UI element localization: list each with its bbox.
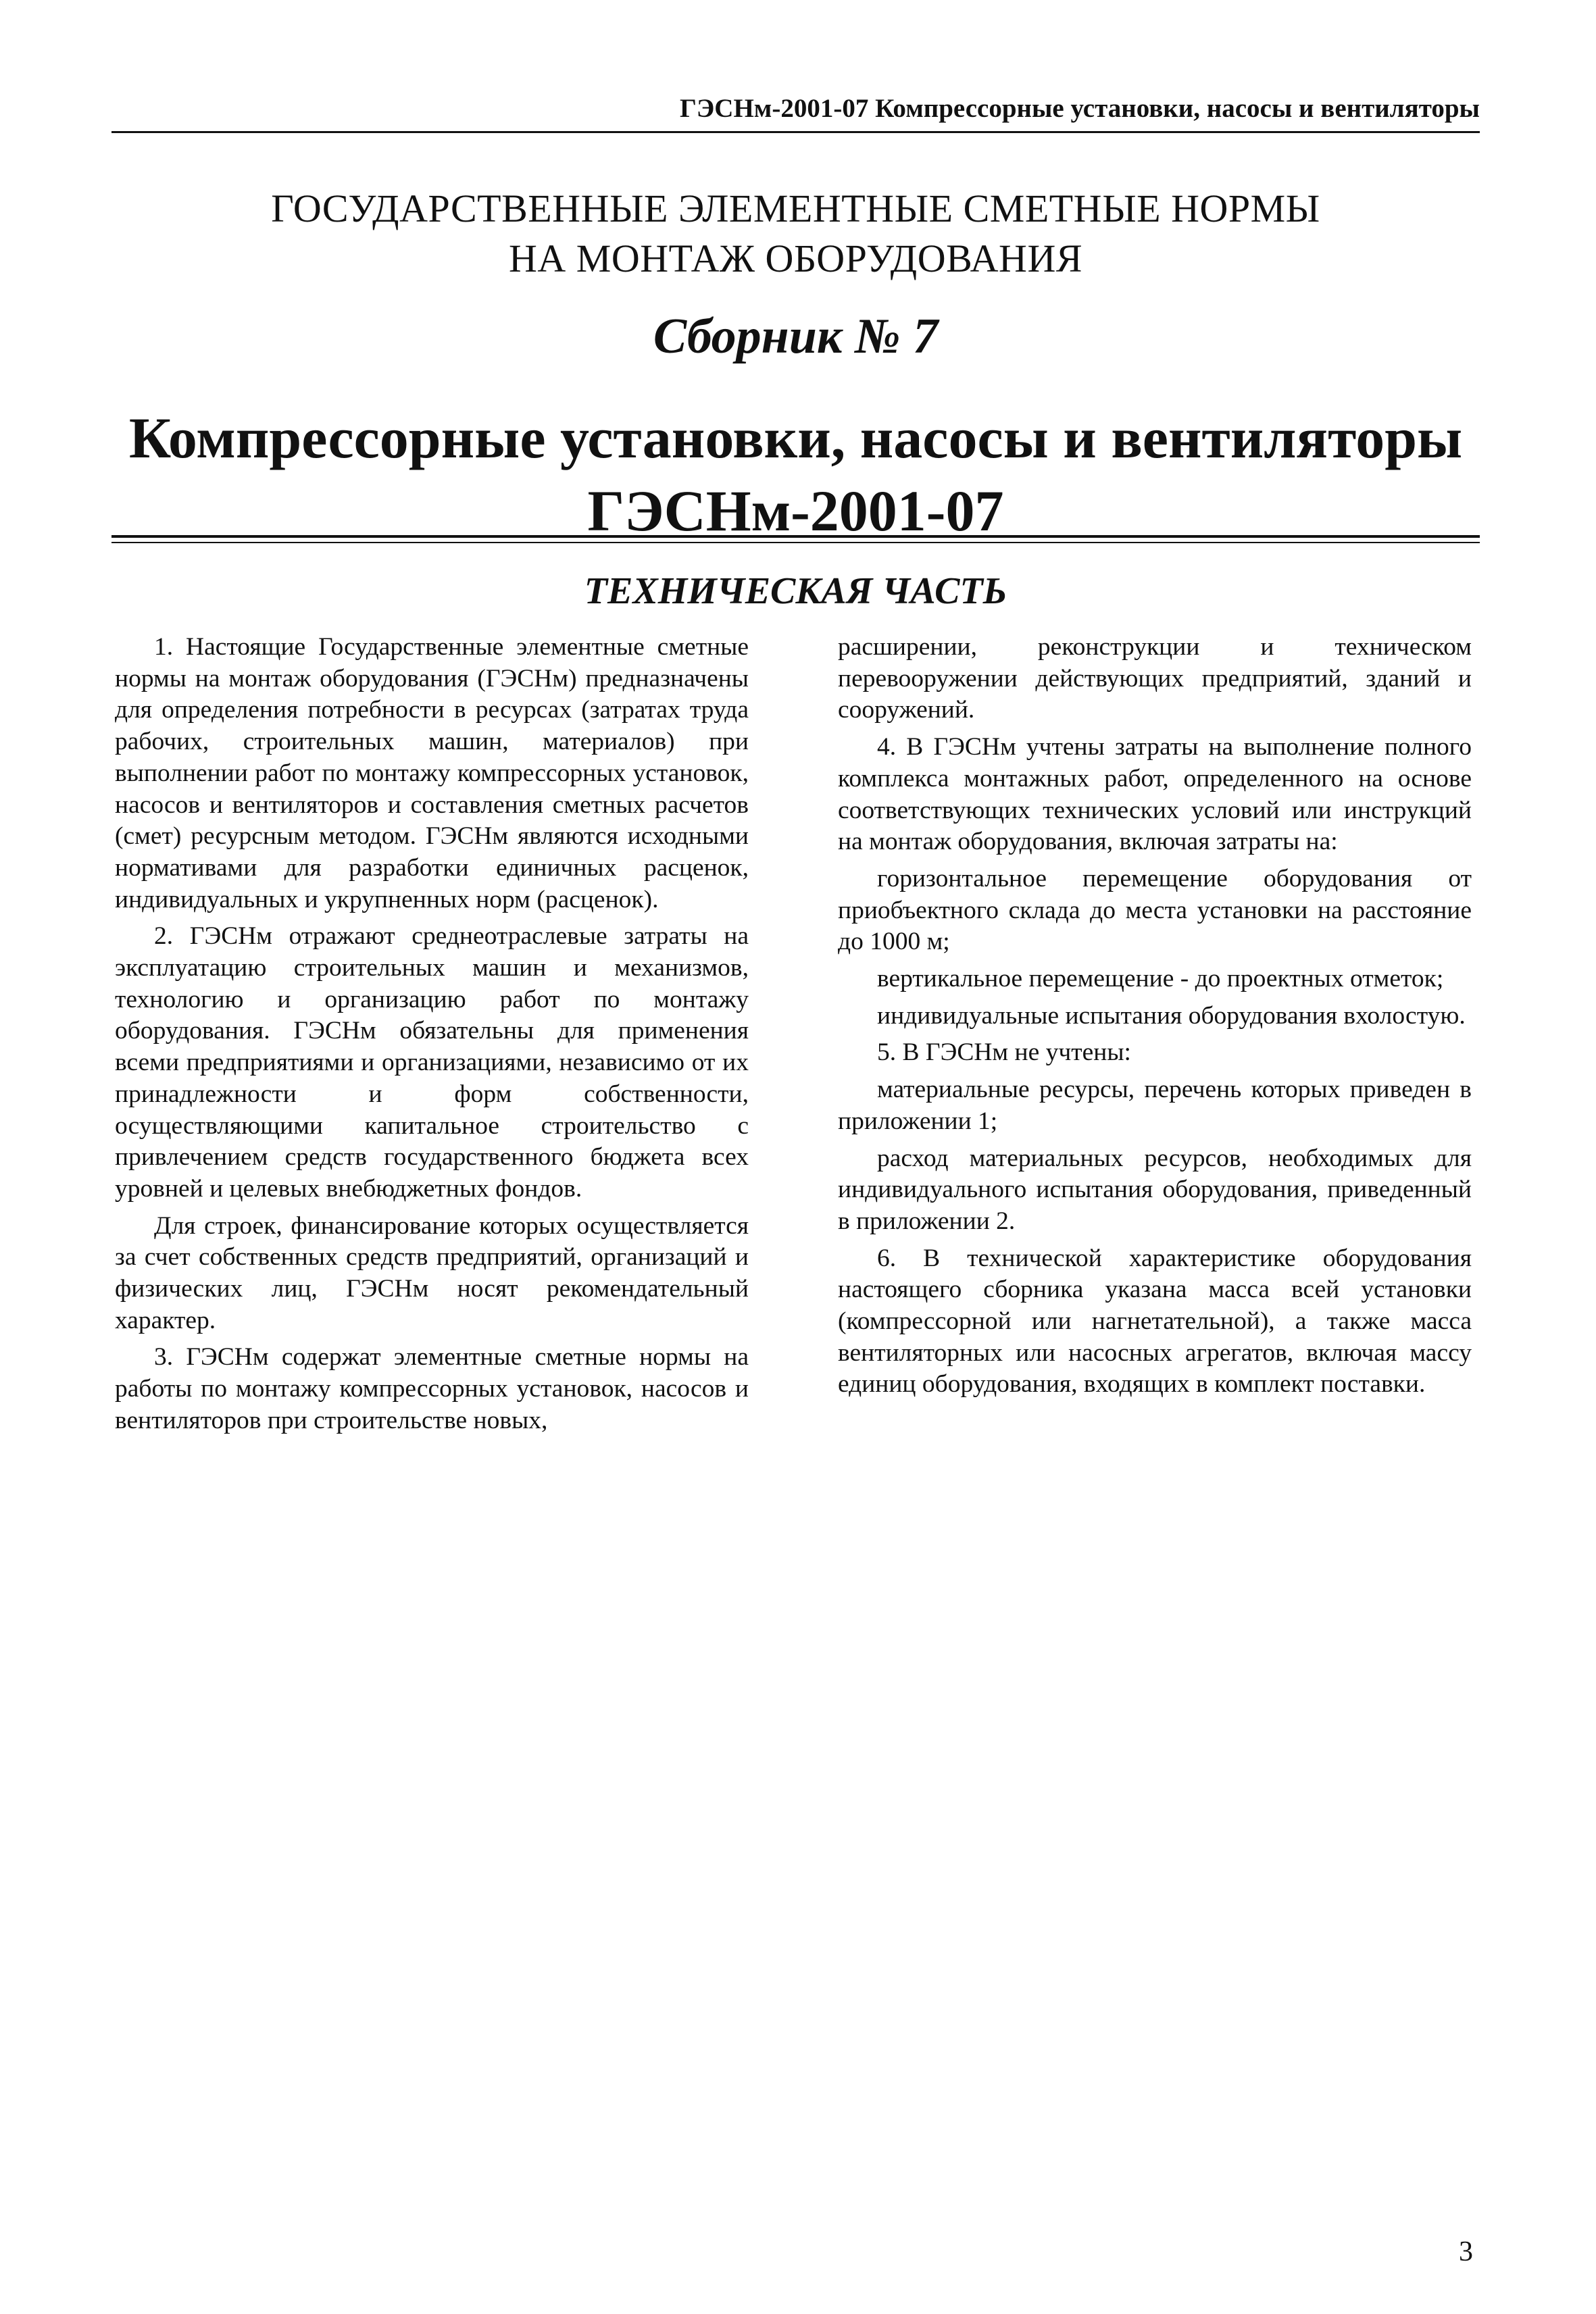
main-title-line-1: ГОСУДАРСТВЕННЫЕ ЭЛЕМЕНТНЫЕ СМЕТНЫЕ НОРМЫ (271, 186, 1320, 230)
paragraph: 3. ГЭСНм содержат элементные сметные нормы на работы по монтажу компрессорных установок, насосов и вентиляторов при строительстве новых, (115, 1343, 749, 1434)
paragraph: Для строек, финансирование которых осуществляется за счет собственных средств предприятий, организаций и физических лиц, ГЭСНм носят рекомендательный характер. (115, 1211, 749, 1334)
paragraph: 1. Настоящие Государственные элементные сметные нормы на монтаж оборудования (ГЭСНм) предназначены для определения потребности в ресурсах (затратах труда рабочих, строительных машин, материалов) при выполнении работ по монтажу компрессорных установок, насосов и вентиляторов и составления сметных расчетов (смет) ресурсным методом. ГЭСНм являются исходными нормативами для разработки единичных расценок, индивидуальных и укрупненных норм (расценок). (115, 633, 749, 913)
title-rule-thin (111, 542, 1480, 543)
book-title (111, 401, 1480, 547)
paragraph: материальные ресурсы, перечень которых приведен в приложении 1; (838, 1076, 1472, 1135)
main-title-line-2: НА МОНТАЖ ОБОРУДОВАНИЯ (508, 236, 1083, 280)
book-title-line-2: ГЭСНм-2001-07 (587, 478, 1004, 543)
running-header: ГЭСНм-2001-07 Компрессорные установки, насосы и вентиляторы (680, 94, 1480, 123)
right-column (838, 632, 1472, 1406)
section-heading: ТЕХНИЧЕСКАЯ ЧАСТЬ (584, 570, 1007, 612)
collection-title: Сборник № 7 (653, 309, 939, 364)
main-title (111, 184, 1480, 284)
paragraph: 6. В технической характеристике оборудования настоящего сборника указана масса всей установки (компрессорной или нагнетательной), а также масса вентиляторных или насосных агрегатов, включая массу единиц оборудования, входящих в комплект поставки. (838, 1244, 1472, 1399)
paragraph: расход материальных ресурсов, необходимых для индивидуального испытания оборудования, приведенный в приложении 2. (838, 1144, 1472, 1235)
paragraph: 2. ГЭСНм отражают среднеотраслевые затраты на эксплуатацию строительных машин и механизмов, технологию и организацию работ по монтажу оборудования. ГЭСНм обязательны для применения всеми предприятиями и организациями, независимо от их принадлежности и форм собственности, осуществляющими капитальное строительство с привлечением средств государственного бюджета всех уровней и целевых внебюджетных фондов. (115, 922, 749, 1203)
paragraph: 5. В ГЭСНм не учтены: (877, 1038, 1131, 1067)
title-rule-thick (111, 535, 1480, 538)
header-rule (111, 131, 1480, 133)
paragraph: горизонтальное перемещение оборудования от приобъектного склада до места установки на расстояние до 1000 м; (838, 864, 1472, 956)
paragraph: индивидуальные испытания оборудования вхолостую. (877, 1001, 1466, 1030)
left-column (115, 632, 749, 1442)
paragraph: 4. В ГЭСНм учтены затраты на выполнение полного комплекса монтажных работ, определенного на основе соответствующих технических условий или инструкций на монтаж оборудования, включая затраты на: (838, 733, 1472, 856)
paragraph: расширении, реконструкции и техническом перевооружении действующих предприятий, зданий и сооружений. (838, 633, 1472, 724)
paragraph: вертикальное перемещение - до проектных отметок; (877, 965, 1444, 993)
page-number: 3 (1459, 2236, 1473, 2267)
book-title-line-1: Компрессорные установки, насосы и вентиляторы (128, 405, 1463, 470)
